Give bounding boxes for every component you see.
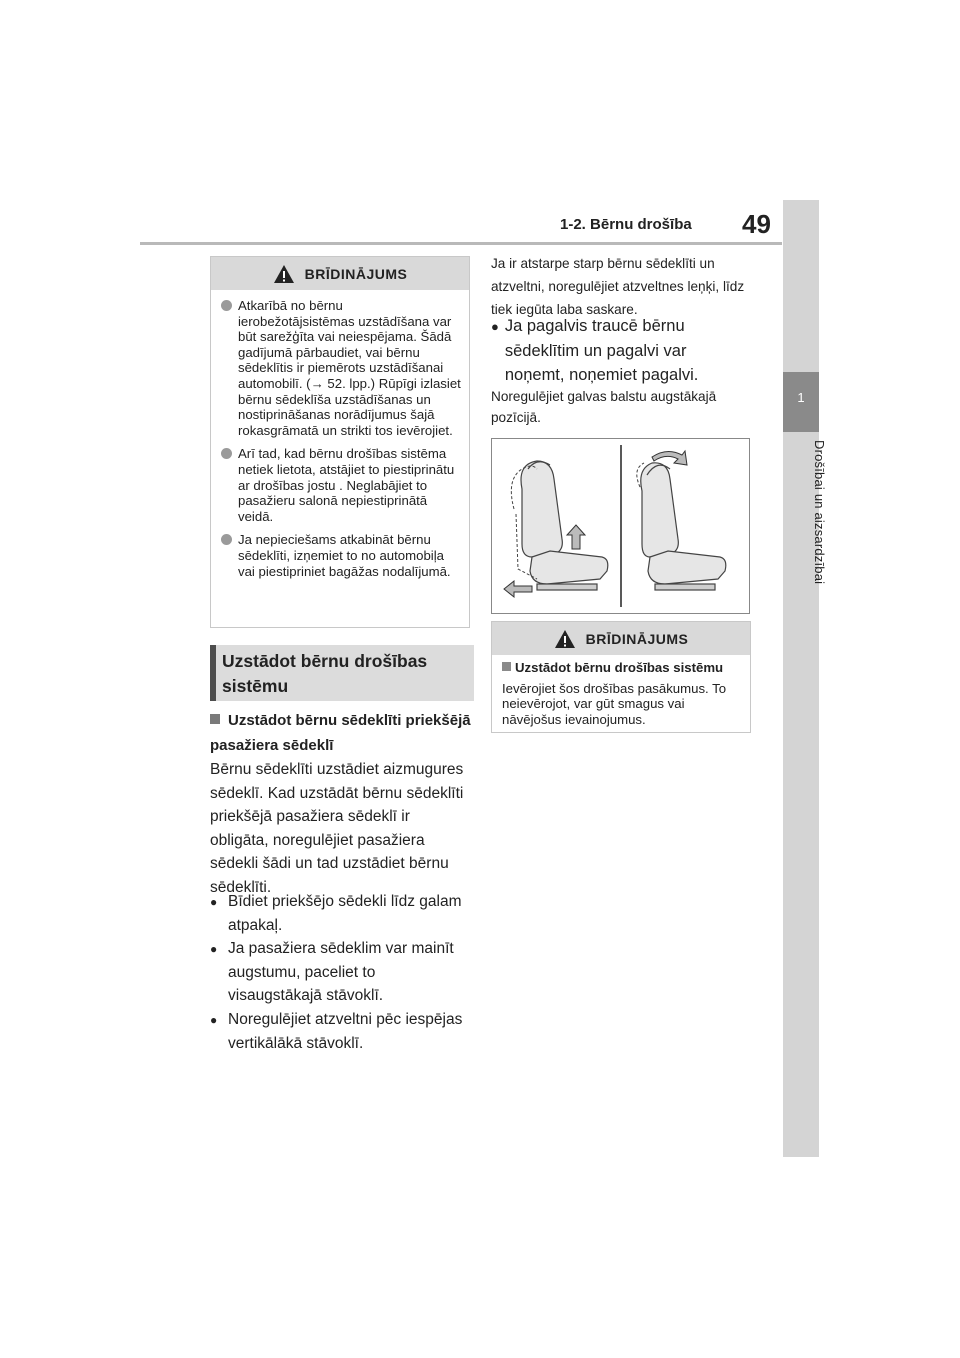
square-bullet-icon <box>502 662 511 671</box>
chapter-number: 1 <box>797 390 805 405</box>
headrest-bullet: ● Ja pagalvis traucē bērnu sēdeklītim un pagalvi var noņemt, noņemiet pagalvi. <box>491 314 749 388</box>
bullet-icon: ● <box>210 942 218 956</box>
intro-paragraph: Bērnu sēdeklīti uzstādiet aizmugures sēdeklī. Kad uzstādāt bērnu sēdeklīti priekšējā pasažiera sēdeklī ir obligāta, noregulējiet pasažiera sēdekli šādi un tad uzstādiet bērnu sēdeklīti. <box>210 761 464 896</box>
headrest-note: Noregulējiet galvas balstu augstākajā pozīcijā. <box>491 389 717 425</box>
subheading: Uzstādot bērnu sēdeklīti priekšējā pasažiera sēdeklī <box>210 712 471 754</box>
bullet-dot-icon <box>221 534 232 545</box>
step-item: ● Ja pasažiera sēdeklim var mainīt augstumu, paceliet to visaugstākajā stāvoklī. <box>210 937 472 1008</box>
warning-triangle-icon <box>554 629 576 649</box>
seat-illustration <box>491 438 750 614</box>
right-paragraph: Ja ir atstarpe starp bērnu sēdeklīti un atzveltni, noregulējiet atzveltnes leņķi, līdz tiek iegūta laba saskare. <box>491 256 745 317</box>
bullet-dot-icon <box>221 300 232 311</box>
bullet-icon: ● <box>210 1013 218 1027</box>
warning-bullet: Ja nepieciešams atkabināt bērnu sēdeklīti, izņemiet to no automobiļa vai piestipriniet bagāžas nodalījumā. <box>221 532 461 579</box>
section-header: 1-2. Bērnu drošība <box>560 216 692 233</box>
bullet-dot-icon <box>221 448 232 459</box>
warning-header <box>492 622 750 655</box>
side-tab-strip <box>783 200 819 1157</box>
warning-bullet: Atkarībā no bērnu ierobežotājsistēmas uzstādīšana var būt sarežģīta vai neiespējama. Šādā gadījumā pārbaudiet, vai bērnu sēdeklītis ir piemērots uzstādīšanai automobilī. (→ 52. lpp.) Rūpīgi izlasiet bērnu sēdeklīša uzstādīšanas un nostiprināšanas norādījumus šajā rokasgrāmatā un strikti tos ievērojiet. <box>221 298 461 438</box>
step-item: ● Noregulējiet atzveltni pēc iespējas vertikālākā stāvoklī. <box>210 1008 472 1055</box>
bullet-icon: ● <box>491 319 499 334</box>
warning-subtitle: Uzstādot bērnu drošības sistēmu <box>502 660 742 676</box>
warning-bullet: Arī tad, kad bērnu drošības sistēma netiek lietota, atstājiet to piestiprinātu ar drošības jostu . Neglabājiet to pasažieru salonā nepiestiprinātā veidā. <box>221 446 461 524</box>
warning-title: BRĪDINĀJUMS <box>585 630 689 647</box>
section-title-box <box>210 645 474 701</box>
page-number: 49 <box>742 209 771 239</box>
step-item: ● Bīdiet priekšējo sēdekli līdz galam atpakaļ. <box>210 890 472 937</box>
warning-title: BRĪDINĀJUMS <box>304 265 408 282</box>
square-bullet-icon <box>210 714 220 724</box>
warning-box-1 <box>210 256 470 628</box>
chapter-title: Drošībai un aizsardzībai <box>812 440 827 585</box>
header-rule <box>140 242 782 245</box>
seat-drawing <box>492 439 749 613</box>
warning-box-2 <box>491 621 751 733</box>
warning-header <box>211 257 469 290</box>
bullet-icon: ● <box>210 895 218 909</box>
warning-triangle-icon <box>273 264 295 284</box>
warning-text: Ievērojiet šos drošības pasākumus. To neievērojot, var gūt smagus vai nāvējošus ievainojumus. <box>502 680 727 727</box>
section-title: Uzstādot bērnu drošības sistēmu <box>222 651 428 696</box>
